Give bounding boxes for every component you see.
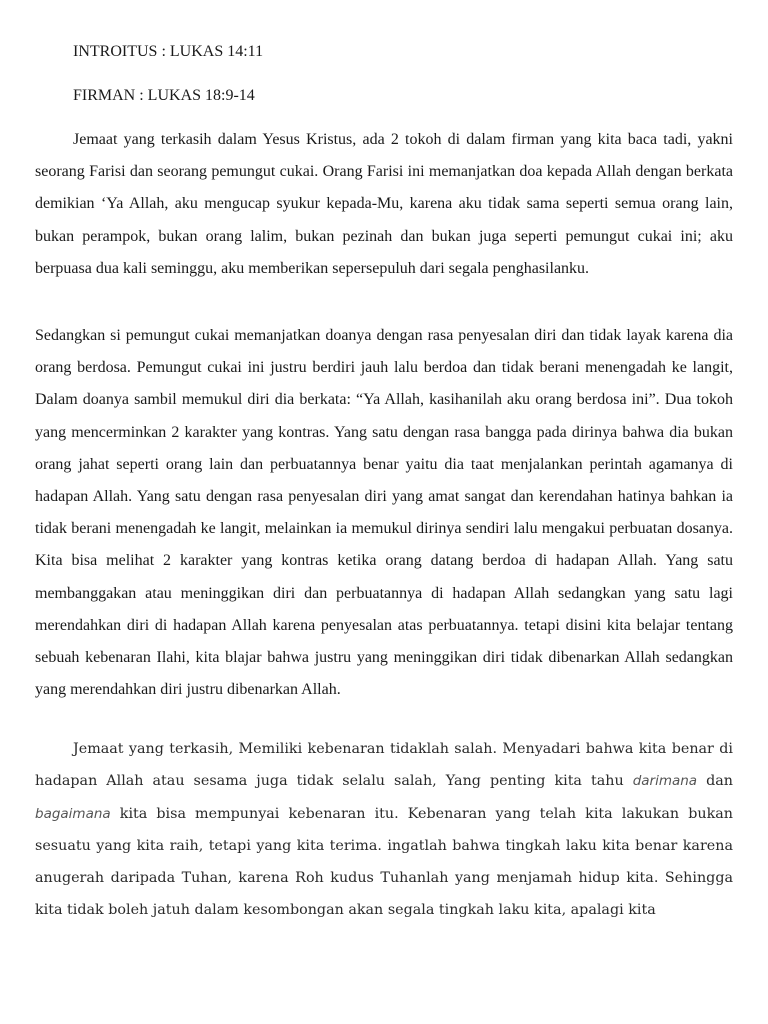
- paragraph-2: Sedangkan si pemungut cukai memanjatkan doanya dengan rasa penyesalan diri dan tidak layak karena dia orang berdosa. Pemungut cukai ini justru berdiri jauh lalu berdoa dan tidak berani menengadah ke langit, Dalam doanya sambil memukul diri dia berkata: “Ya Allah, kasihanilah aku orang berdosa ini”. Dua tokoh yang mencerminkan 2 karakter yang kontras. Yang satu dengan rasa bangga pada dirinya bahwa dia bukan orang jahat seperti orang lain dan perbuatannya benar yaitu dia taat menjalankan perintah agamanya di hadapan Allah. Yang satu dengan rasa penyesalan diri yang amat sangat dan kerendahan hatinya bahkan ia tidak berani menengadah ke langit, melainkan ia memukul dirinya sendiri lalu mengakui perbuatan dosanya. Kita bisa melihat 2 karakter yang kontras ketika orang datang berdoa di hadapan Allah. Yang satu membanggakan atau meninggikan diri dan perbuatannya di hadapan Allah sedangkan yang satu lagi merendahkan diri di hadapan Allah karena penyesalan atas perbuatannya. tetapi disini kita belajar tentang sebuah kebenaran Ilahi, kita blajar bahwa justru yang meninggikan diri tidak dibenarkan Allah sedangkan yang merendahkan diri justru dibenarkan Allah.: [35, 327, 733, 699]
- paragraph-1: Jemaat yang terkasih dalam Yesus Kristus, ada 2 tokoh di dalam firman yang kita baca tadi, yakni seorang Farisi dan seorang pemungut cukai. Orang Farisi ini memanjatkan doa kepada Allah dengan berkata demikian ‘Ya Allah, aku mengucap syukur kepada-Mu, karena aku tidak sama seperti semua orang lain, bukan perampok, bukan orang lalim, bukan pezinah dan bukan juga seperti pemungut cukai ini; aku berpuasa dua kali seminggu, aku memberikan sepersepuluh dari segala penghasilanku.: [35, 131, 733, 277]
- emphasis-darimana: darimana: [632, 773, 698, 790]
- emphasis-bagaimana: bagaimana: [35, 805, 111, 822]
- paragraph-3: [35, 733, 733, 927]
- paragraph-3-text-1: Jemaat yang terkasih, Memiliki kebenaran tidaklah salah. Menyadari bahwa kita benar di hadapan Allah atau sesama juga tidak selalu salah, Yang penting kita tahu: [35, 741, 733, 790]
- firman-heading: FIRMAN : LUKAS 18:9-14: [73, 87, 255, 104]
- paragraph-3-text-2: dan: [697, 773, 733, 790]
- introitus-heading: INTROITUS : LUKAS 14:11: [73, 43, 264, 60]
- paragraph-3-text-3: kita bisa mempunyai kebenaran itu. Kebenaran yang telah kita lakukan bukan sesuatu yang kita raih, tetapi yang kita terima. ingatlah bahwa tingkah laku kita benar karena anugerah daripada Tuhan, karena Roh kudus Tuhanlah yang menjamah hidup kita. Sehingga kita tidak boleh jatuh dalam kesombongan akan segala tingkah laku kita, apalagi kita: [35, 805, 733, 919]
